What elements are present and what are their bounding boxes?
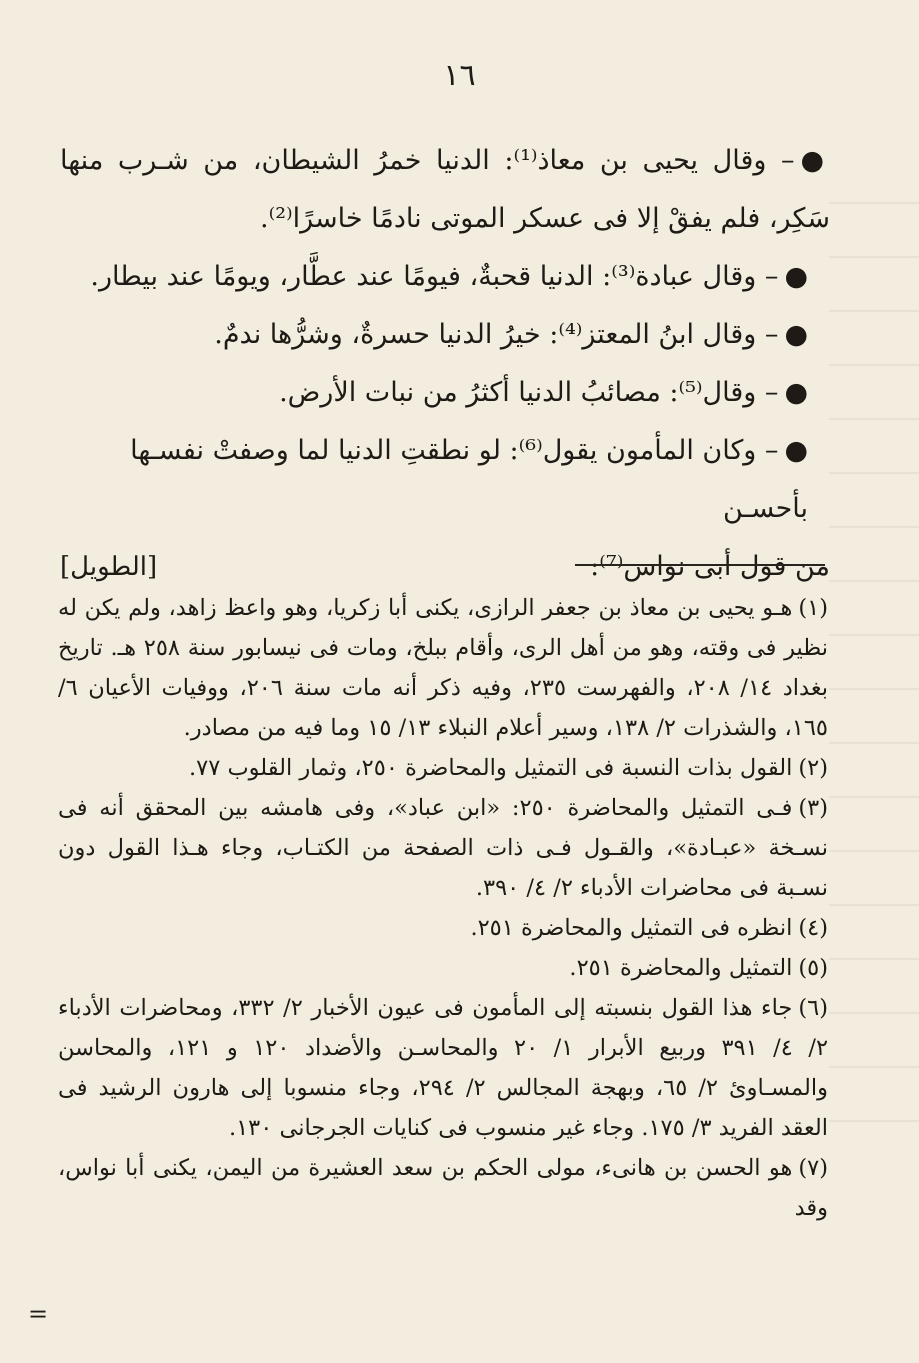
poem-intro-text: من قول أبى نواس⁽⁷⁾:	[590, 551, 830, 582]
footnote-text: هو الحسن بن هانىء، مولى الحكم بن سعد العشيرة من اليمن، يكنى أبا نواس، وقد	[58, 1155, 828, 1221]
footnote-text: انظره فى التمثيل والمحاضرة ٢٥١.	[470, 915, 793, 941]
main-text	[60, 132, 830, 596]
saying-almamun	[60, 422, 830, 538]
saying-text: – وكان المأمون يقول⁽⁶⁾: لو نطقتِ الدنيا لما وصفتْ نفسـها بأحسـن	[130, 435, 808, 524]
show-through-bleed	[829, 150, 919, 1150]
continuation-mark: =	[28, 1300, 49, 1328]
footnote-text: التمثيل والمحاضرة ٢٥١.	[569, 955, 793, 981]
footnote-5	[58, 948, 828, 988]
saying-ubada	[60, 248, 830, 306]
poem-meter-label: [الطويل]	[60, 552, 158, 582]
footnote-number: (٦)	[798, 995, 828, 1021]
bullet-icon: ●	[784, 435, 808, 466]
saying-anonymous	[60, 364, 830, 422]
footnote-6	[58, 988, 828, 1148]
bullet-icon: ●	[784, 319, 808, 350]
footnote-text: جاء هذا القول بنسبته إلى المأمون فى عيون الأخبار ٢/ ٣٣٢، ومحاضرات الأدباء ٢/ ٤/ ٣٩١ وربيع الأبرار ١/ ٢٠ والمحاسـن والأضداد ١٢٠ و ١٢١، والمحاسن والمسـاوئ ٢/ ٦٥، وبهجة المجالس ٢/ ٢٩٤، وجاء منسوبا إلى هارون الرشيد فى العقد الفريد ٣/ ١٧٥. وجاء غير منسوب فى كنايات الجرجانى ١٣٠.	[58, 995, 829, 1141]
footnote-number: (٧)	[798, 1155, 828, 1181]
page-number: ١٦	[443, 58, 476, 93]
bullet-icon: ●	[784, 377, 808, 408]
saying-text: – وقال⁽⁵⁾: مصائبُ الدنيا أكثرُ من نبات الأرض.	[279, 377, 779, 408]
footnote-number: (٢)	[798, 755, 828, 781]
footnote-7	[58, 1148, 828, 1228]
saying-yahya	[60, 132, 830, 248]
footnote-number: (١)	[798, 595, 828, 621]
footnote-text: القول بذات النسبة فى التمثيل والمحاضرة ٢٥٠، وثمار القلوب ٧٧.	[189, 755, 793, 781]
saying-text: – وقال عبادة⁽³⁾: الدنيا قحبةٌ، فيومًا عند عطَّار، ويومًا عند بيطار.	[90, 261, 779, 292]
footnote-number: (٥)	[798, 955, 828, 981]
footnote-number: (٤)	[798, 915, 828, 941]
footnote-text: فـى التمثيل والمحاضرة ٢٥٠: «ابن عباد»، وفى هامشه بين المحقق أنه فى نسـخة «عبـادة»، والقـول فـى ذات الصفحة من الكتـاب، وجاء هـذا القول دون نسـبة فى محاضرات الأدباء ٢/ ٤/ ٣٩٠.	[58, 795, 828, 901]
saying-ibn-almutazz	[60, 306, 830, 364]
footnote-divider	[575, 564, 825, 566]
footnote-3	[58, 788, 828, 908]
saying-text: – وقال يحيى بن معاذ⁽¹⁾: الدنيا خمرُ الشيطان، من شـرب منها سَكِر، فلم يفقْ إلا فى عسكر الموتى نادمًا خاسرًا⁽²⁾.	[60, 145, 830, 234]
bullet-icon: ●	[800, 145, 830, 176]
footnote-2	[58, 748, 828, 788]
footnote-4	[58, 908, 828, 948]
saying-text: – وقال ابنُ المعتز⁽⁴⁾: خيرُ الدنيا حسرةٌ، وشرُّها ندمٌ.	[214, 319, 779, 350]
footnote-number: (٣)	[798, 795, 829, 821]
bullet-icon: ●	[784, 261, 808, 292]
footnote-1	[58, 588, 828, 748]
footnotes	[58, 588, 828, 1228]
footnote-text: هـو يحيى بن معاذ بن جعفر الرازى، يكنى أبا زكريا، وهو واعظ زاهد، ولم يكن له نظير فى وقته، وهو من أهل الرى، وأقام ببلخ، ومات فى نيسابور سنة ٢٥٨ هـ. تاريخ بغداد ١٤/ ٢٠٨، والفهرست ٢٣٥، وفيه ذكر أنه مات سنة ٢٠٦، ووفيات الأعيان ٦/ ١٦٥، والشذرات ٢/ ١٣٨، وسير أعلام النبلاء ١٣/ ١٥ وما فيه من مصادر.	[58, 595, 828, 741]
